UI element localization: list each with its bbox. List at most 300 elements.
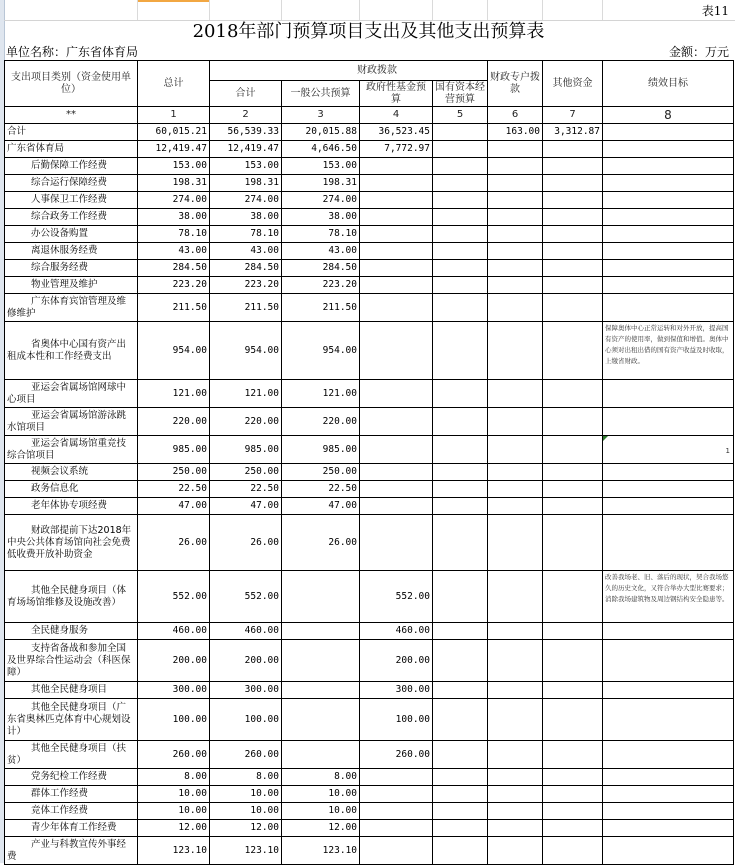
row-name[interactable] xyxy=(5,260,138,277)
cell-special-account[interactable] xyxy=(488,515,543,571)
row-name[interactable] xyxy=(5,408,138,436)
cell-fiscal-subtotal[interactable]: 123.10 xyxy=(210,837,282,865)
row-name[interactable] xyxy=(5,124,138,141)
cell-fiscal-subtotal[interactable]: 211.50 xyxy=(210,294,282,322)
cell-other-funds[interactable] xyxy=(543,786,603,803)
cell-gov-fund[interactable] xyxy=(360,294,433,322)
cell-other-funds[interactable] xyxy=(543,436,603,464)
cell-other-funds[interactable] xyxy=(543,571,603,623)
cell-state-capital[interactable] xyxy=(433,837,488,865)
row-name-text: 支持省备战和参加全国及世界综合性运动会（科医保障） xyxy=(7,642,131,678)
table-row xyxy=(5,682,734,699)
row-name[interactable] xyxy=(5,158,138,175)
cell-fiscal-subtotal[interactable]: 10.00 xyxy=(210,803,282,820)
cell-fiscal-subtotal[interactable]: 26.00 xyxy=(210,515,282,571)
row-name[interactable] xyxy=(5,498,138,515)
cell-performance[interactable] xyxy=(603,243,734,260)
cell-fiscal-subtotal[interactable]: 47.00 xyxy=(210,498,282,515)
cell-gov-fund[interactable] xyxy=(360,515,433,571)
table-row xyxy=(5,640,734,682)
cell-state-capital[interactable] xyxy=(433,803,488,820)
index-cell[interactable]: 2 xyxy=(210,107,282,124)
cell-total[interactable]: 38.00 xyxy=(138,209,210,226)
row-name[interactable] xyxy=(5,515,138,571)
row-name[interactable] xyxy=(5,682,138,699)
cell-general-budget[interactable] xyxy=(282,640,360,682)
cell-performance[interactable] xyxy=(603,436,734,464)
cell-total[interactable]: 274.00 xyxy=(138,192,210,209)
cell-total[interactable]: 211.50 xyxy=(138,294,210,322)
cell-fiscal-subtotal[interactable]: 56,539.33 xyxy=(210,124,282,141)
cell-other-funds[interactable] xyxy=(543,209,603,226)
cell-other-funds[interactable] xyxy=(543,769,603,786)
header-state-capital[interactable]: 国有资本经营预算 xyxy=(433,81,488,107)
cell-general-budget[interactable]: 954.00 xyxy=(282,322,360,380)
cell-total[interactable]: 223.20 xyxy=(138,277,210,294)
cell-fiscal-subtotal[interactable]: 954.00 xyxy=(210,322,282,380)
cell-gov-fund[interactable] xyxy=(360,481,433,498)
header-fiscal-group[interactable]: 财政拨款 xyxy=(210,61,488,81)
header-performance[interactable]: 绩效目标 xyxy=(603,61,734,107)
cell-other-funds[interactable] xyxy=(543,277,603,294)
cell-fiscal-subtotal[interactable]: 8.00 xyxy=(210,769,282,786)
row-name[interactable] xyxy=(5,769,138,786)
cell-total[interactable]: 47.00 xyxy=(138,498,210,515)
cell-gov-fund[interactable] xyxy=(360,243,433,260)
cell-total[interactable]: 78.10 xyxy=(138,226,210,243)
cell-performance[interactable] xyxy=(603,623,734,640)
cell-state-capital[interactable] xyxy=(433,481,488,498)
cell-gov-fund[interactable] xyxy=(360,209,433,226)
cell-other-funds[interactable] xyxy=(543,175,603,192)
cell-other-funds[interactable] xyxy=(543,623,603,640)
cell-state-capital[interactable] xyxy=(433,380,488,408)
cell-state-capital[interactable] xyxy=(433,260,488,277)
cell-special-account[interactable] xyxy=(488,175,543,192)
cell-other-funds[interactable] xyxy=(543,837,603,865)
cell-other-funds[interactable] xyxy=(543,260,603,277)
cell-state-capital[interactable] xyxy=(433,408,488,436)
cell-gov-fund[interactable] xyxy=(360,380,433,408)
cell-gov-fund[interactable] xyxy=(360,408,433,436)
cell-general-budget[interactable]: 22.50 xyxy=(282,481,360,498)
row-name[interactable] xyxy=(5,436,138,464)
cell-fiscal-subtotal[interactable]: 223.20 xyxy=(210,277,282,294)
cell-gov-fund[interactable] xyxy=(360,498,433,515)
row-name[interactable] xyxy=(5,322,138,380)
cell-special-account[interactable] xyxy=(488,226,543,243)
row-name[interactable] xyxy=(5,380,138,408)
cell-performance[interactable] xyxy=(603,192,734,209)
gridline xyxy=(359,0,360,20)
cell-performance[interactable] xyxy=(603,175,734,192)
row-name[interactable] xyxy=(5,741,138,769)
cell-general-budget[interactable] xyxy=(282,682,360,699)
cell-state-capital[interactable] xyxy=(433,436,488,464)
cell-gov-fund[interactable]: 7,772.97 xyxy=(360,141,433,158)
row-name[interactable] xyxy=(5,192,138,209)
cell-total[interactable]: 60,015.21 xyxy=(138,124,210,141)
cell-state-capital[interactable] xyxy=(433,571,488,623)
cell-state-capital[interactable] xyxy=(433,209,488,226)
cell-general-budget[interactable]: 8.00 xyxy=(282,769,360,786)
cell-fiscal-subtotal[interactable]: 985.00 xyxy=(210,436,282,464)
cell-special-account[interactable] xyxy=(488,682,543,699)
cell-general-budget[interactable]: 223.20 xyxy=(282,277,360,294)
cell-performance[interactable] xyxy=(603,209,734,226)
row-name[interactable] xyxy=(5,699,138,741)
cell-special-account[interactable] xyxy=(488,436,543,464)
index-cell[interactable]: 5 xyxy=(433,107,488,124)
cell-fiscal-subtotal[interactable]: 100.00 xyxy=(210,699,282,741)
cell-special-account[interactable] xyxy=(488,769,543,786)
cell-total[interactable]: 12.00 xyxy=(138,820,210,837)
cell-special-account[interactable] xyxy=(488,209,543,226)
cell-special-account[interactable] xyxy=(488,158,543,175)
cell-general-budget[interactable]: 26.00 xyxy=(282,515,360,571)
cell-total[interactable]: 198.31 xyxy=(138,175,210,192)
cell-total[interactable]: 250.00 xyxy=(138,464,210,481)
index-cell[interactable]: 6 xyxy=(488,107,543,124)
cell-state-capital[interactable] xyxy=(433,192,488,209)
cell-general-budget[interactable] xyxy=(282,741,360,769)
cell-total[interactable]: 100.00 xyxy=(138,699,210,741)
cell-special-account[interactable] xyxy=(488,837,543,865)
cell-other-funds[interactable] xyxy=(543,141,603,158)
cell-general-budget[interactable] xyxy=(282,571,360,623)
cell-performance[interactable] xyxy=(603,380,734,408)
cell-state-capital[interactable] xyxy=(433,158,488,175)
cell-other-funds[interactable] xyxy=(543,803,603,820)
cell-special-account[interactable] xyxy=(488,294,543,322)
cell-total[interactable]: 22.50 xyxy=(138,481,210,498)
cell-special-account[interactable] xyxy=(488,277,543,294)
cell-gov-fund[interactable] xyxy=(360,260,433,277)
cell-performance[interactable] xyxy=(603,820,734,837)
cell-total[interactable]: 26.00 xyxy=(138,515,210,571)
cell-state-capital[interactable] xyxy=(433,294,488,322)
cell-state-capital[interactable] xyxy=(433,769,488,786)
cell-other-funds[interactable] xyxy=(543,243,603,260)
cell-fiscal-subtotal[interactable]: 220.00 xyxy=(210,408,282,436)
cell-state-capital[interactable] xyxy=(433,141,488,158)
cell-gov-fund[interactable] xyxy=(360,820,433,837)
cell-total[interactable]: 200.00 xyxy=(138,640,210,682)
cell-performance[interactable] xyxy=(603,408,734,436)
cell-fiscal-subtotal[interactable]: 200.00 xyxy=(210,640,282,682)
cell-special-account[interactable] xyxy=(488,741,543,769)
row-name[interactable] xyxy=(5,640,138,682)
row-name[interactable] xyxy=(5,623,138,640)
cell-state-capital[interactable] xyxy=(433,682,488,699)
cell-special-account[interactable] xyxy=(488,322,543,380)
table-row xyxy=(5,699,734,741)
cell-general-budget[interactable]: 274.00 xyxy=(282,192,360,209)
cell-gov-fund[interactable] xyxy=(360,226,433,243)
cell-special-account[interactable] xyxy=(488,141,543,158)
cell-total[interactable]: 260.00 xyxy=(138,741,210,769)
cell-total[interactable]: 12,419.47 xyxy=(138,141,210,158)
cell-state-capital[interactable] xyxy=(433,623,488,640)
header-category[interactable]: 支出项目类别（资金使用单位） xyxy=(5,61,138,107)
row-name-text: 竞体工作经费 xyxy=(31,805,89,816)
cell-gov-fund[interactable] xyxy=(360,192,433,209)
cell-performance[interactable] xyxy=(603,515,734,571)
cell-gov-fund[interactable]: 100.00 xyxy=(360,699,433,741)
cell-general-budget[interactable]: 38.00 xyxy=(282,209,360,226)
cell-performance[interactable] xyxy=(603,640,734,682)
cell-performance[interactable] xyxy=(603,124,734,141)
cell-performance[interactable]: 保障奥体中心正常运转和对外开放，提高国有资产的使用率，做到保值和增值。奥体中心须对出租出借的国有资产收益及时收取，上缴省财政。 xyxy=(603,322,734,380)
row-name[interactable] xyxy=(5,243,138,260)
cell-general-budget[interactable]: 4,646.50 xyxy=(282,141,360,158)
cell-other-funds[interactable]: 3,312.87 xyxy=(543,124,603,141)
cell-special-account[interactable] xyxy=(488,820,543,837)
cell-total[interactable]: 43.00 xyxy=(138,243,210,260)
cell-general-budget[interactable]: 20,015.88 xyxy=(282,124,360,141)
cell-other-funds[interactable] xyxy=(543,226,603,243)
cell-performance[interactable] xyxy=(603,226,734,243)
cell-fiscal-subtotal[interactable]: 274.00 xyxy=(210,192,282,209)
index-cell[interactable]: 3 xyxy=(282,107,360,124)
cell-total[interactable]: 8.00 xyxy=(138,769,210,786)
cell-gov-fund[interactable]: 200.00 xyxy=(360,640,433,682)
cell-special-account[interactable] xyxy=(488,481,543,498)
cell-performance[interactable] xyxy=(603,294,734,322)
cell-state-capital[interactable] xyxy=(433,322,488,380)
cell-general-budget[interactable]: 211.50 xyxy=(282,294,360,322)
cell-general-budget[interactable]: 250.00 xyxy=(282,464,360,481)
cell-other-funds[interactable] xyxy=(543,408,603,436)
cell-other-funds[interactable] xyxy=(543,682,603,699)
row-name[interactable] xyxy=(5,837,138,865)
cell-performance[interactable] xyxy=(603,837,734,865)
cell-special-account[interactable] xyxy=(488,571,543,623)
cell-total[interactable]: 985.00 xyxy=(138,436,210,464)
cell-total[interactable]: 153.00 xyxy=(138,158,210,175)
row-name[interactable] xyxy=(5,226,138,243)
index-cell[interactable]: ** xyxy=(5,107,138,124)
row-name-text: 后勤保障工作经费 xyxy=(31,160,108,171)
cell-special-account[interactable] xyxy=(488,260,543,277)
cell-general-budget[interactable]: 153.00 xyxy=(282,158,360,175)
cell-performance[interactable] xyxy=(603,769,734,786)
cell-other-funds[interactable] xyxy=(543,481,603,498)
cell-other-funds[interactable] xyxy=(543,515,603,571)
cell-gov-fund[interactable]: 300.00 xyxy=(360,682,433,699)
row-name[interactable] xyxy=(5,141,138,158)
cell-state-capital[interactable] xyxy=(433,515,488,571)
cell-state-capital[interactable] xyxy=(433,741,488,769)
cell-fiscal-subtotal[interactable]: 153.00 xyxy=(210,158,282,175)
cell-performance[interactable] xyxy=(603,277,734,294)
cell-total[interactable]: 552.00 xyxy=(138,571,210,623)
cell-gov-fund[interactable]: 36,523.45 xyxy=(360,124,433,141)
cell-special-account[interactable] xyxy=(488,380,543,408)
cell-special-account[interactable] xyxy=(488,803,543,820)
cell-state-capital[interactable] xyxy=(433,820,488,837)
cell-total[interactable]: 121.00 xyxy=(138,380,210,408)
cell-general-budget[interactable]: 47.00 xyxy=(282,498,360,515)
cell-state-capital[interactable] xyxy=(433,786,488,803)
cell-fiscal-subtotal[interactable]: 552.00 xyxy=(210,571,282,623)
cell-fiscal-subtotal[interactable]: 12,419.47 xyxy=(210,141,282,158)
cell-performance[interactable] xyxy=(603,481,734,498)
cell-other-funds[interactable] xyxy=(543,158,603,175)
cell-gov-fund[interactable] xyxy=(360,322,433,380)
cell-special-account[interactable] xyxy=(488,408,543,436)
cell-gov-fund[interactable]: 260.00 xyxy=(360,741,433,769)
cell-general-budget[interactable] xyxy=(282,699,360,741)
row-name[interactable] xyxy=(5,481,138,498)
cell-general-budget[interactable]: 43.00 xyxy=(282,243,360,260)
index-cell[interactable]: 1 xyxy=(138,107,210,124)
cell-general-budget[interactable]: 220.00 xyxy=(282,408,360,436)
cell-performance[interactable] xyxy=(603,786,734,803)
cell-performance[interactable] xyxy=(603,682,734,699)
cell-performance[interactable] xyxy=(603,260,734,277)
cell-fiscal-subtotal[interactable]: 43.00 xyxy=(210,243,282,260)
cell-other-funds[interactable] xyxy=(543,498,603,515)
header-fiscal-subtotal[interactable]: 合计 xyxy=(210,81,282,107)
cell-performance[interactable] xyxy=(603,741,734,769)
cell-state-capital[interactable] xyxy=(433,699,488,741)
cell-performance[interactable] xyxy=(603,699,734,741)
cell-fiscal-subtotal[interactable]: 250.00 xyxy=(210,464,282,481)
cell-special-account[interactable] xyxy=(488,192,543,209)
cell-fiscal-subtotal[interactable]: 10.00 xyxy=(210,786,282,803)
cell-other-funds[interactable] xyxy=(543,380,603,408)
cell-special-account[interactable] xyxy=(488,623,543,640)
row-name[interactable] xyxy=(5,294,138,322)
cell-performance[interactable] xyxy=(603,158,734,175)
cell-special-account[interactable] xyxy=(488,699,543,741)
cell-gov-fund[interactable] xyxy=(360,803,433,820)
cell-other-funds[interactable] xyxy=(543,741,603,769)
cell-total[interactable]: 123.10 xyxy=(138,837,210,865)
row-name[interactable] xyxy=(5,820,138,837)
cell-gov-fund[interactable] xyxy=(360,837,433,865)
cell-performance[interactable] xyxy=(603,141,734,158)
cell-general-budget[interactable]: 78.10 xyxy=(282,226,360,243)
cell-other-funds[interactable] xyxy=(543,322,603,380)
row-name[interactable] xyxy=(5,803,138,820)
cell-performance[interactable] xyxy=(603,498,734,515)
row-name[interactable] xyxy=(5,277,138,294)
row-name-text: 综合服务经费 xyxy=(31,262,89,273)
cell-general-budget[interactable]: 198.31 xyxy=(282,175,360,192)
cell-fiscal-subtotal[interactable]: 78.10 xyxy=(210,226,282,243)
cell-general-budget[interactable]: 121.00 xyxy=(282,380,360,408)
row-name[interactable] xyxy=(5,464,138,481)
cell-total[interactable]: 284.50 xyxy=(138,260,210,277)
cell-gov-fund[interactable] xyxy=(360,175,433,192)
cell-special-account[interactable]: 163.00 xyxy=(488,124,543,141)
cell-total[interactable]: 300.00 xyxy=(138,682,210,699)
cell-special-account[interactable] xyxy=(488,498,543,515)
cell-other-funds[interactable] xyxy=(543,192,603,209)
cell-state-capital[interactable] xyxy=(433,640,488,682)
index-cell[interactable]: 8 xyxy=(603,107,734,124)
cell-other-funds[interactable] xyxy=(543,294,603,322)
cell-total[interactable]: 460.00 xyxy=(138,623,210,640)
cell-fiscal-subtotal[interactable]: 121.00 xyxy=(210,380,282,408)
cell-state-capital[interactable] xyxy=(433,277,488,294)
cell-other-funds[interactable] xyxy=(543,699,603,741)
header-general-budget[interactable]: 一般公共预算 xyxy=(282,81,360,107)
cell-fiscal-subtotal[interactable]: 260.00 xyxy=(210,741,282,769)
cell-fiscal-subtotal[interactable]: 22.50 xyxy=(210,481,282,498)
header-total[interactable]: 总计 xyxy=(138,61,210,107)
row-name[interactable] xyxy=(5,209,138,226)
cell-gov-fund[interactable] xyxy=(360,769,433,786)
cell-gov-fund[interactable]: 460.00 xyxy=(360,623,433,640)
table-row xyxy=(5,192,734,209)
cell-gov-fund[interactable] xyxy=(360,786,433,803)
cell-gov-fund[interactable] xyxy=(360,158,433,175)
row-name[interactable] xyxy=(5,175,138,192)
row-name[interactable] xyxy=(5,571,138,623)
cell-total[interactable]: 954.00 xyxy=(138,322,210,380)
cell-general-budget[interactable]: 10.00 xyxy=(282,803,360,820)
cell-fiscal-subtotal[interactable]: 460.00 xyxy=(210,623,282,640)
cell-gov-fund[interactable] xyxy=(360,436,433,464)
cell-general-budget[interactable]: 10.00 xyxy=(282,786,360,803)
cell-performance[interactable] xyxy=(603,464,734,481)
row-name-text: 党务纪检工作经费 xyxy=(31,771,108,782)
cell-general-budget[interactable]: 123.10 xyxy=(282,837,360,865)
cell-special-account[interactable] xyxy=(488,640,543,682)
cell-other-funds[interactable] xyxy=(543,640,603,682)
cell-performance[interactable]: 改善我场老、旧、落后的现状，契合我场悠久的历史文化，又符合举办大型比赛要求；消除我场建筑物及周边钢结构安全隐患等。 xyxy=(603,571,734,623)
cell-gov-fund[interactable]: 552.00 xyxy=(360,571,433,623)
cell-state-capital[interactable] xyxy=(433,226,488,243)
cell-state-capital[interactable] xyxy=(433,175,488,192)
row-name[interactable] xyxy=(5,786,138,803)
cell-special-account[interactable] xyxy=(488,786,543,803)
cell-fiscal-subtotal[interactable]: 300.00 xyxy=(210,682,282,699)
cell-fiscal-subtotal[interactable]: 198.31 xyxy=(210,175,282,192)
cell-total[interactable]: 10.00 xyxy=(138,786,210,803)
row-name-text: 其他全民健身项目（体育场场馆维修及设施改善） xyxy=(7,584,127,608)
index-cell[interactable]: 4 xyxy=(360,107,433,124)
header-gov-fund[interactable]: 政府性基金预算 xyxy=(360,81,433,107)
cell-state-capital[interactable] xyxy=(433,464,488,481)
cell-gov-fund[interactable] xyxy=(360,277,433,294)
cell-special-account[interactable] xyxy=(488,243,543,260)
cell-total[interactable]: 10.00 xyxy=(138,803,210,820)
cell-state-capital[interactable] xyxy=(433,498,488,515)
cell-total[interactable]: 220.00 xyxy=(138,408,210,436)
cell-other-funds[interactable] xyxy=(543,820,603,837)
header-special-account[interactable]: 财政专户拨款 xyxy=(488,61,543,107)
cell-special-account[interactable] xyxy=(488,464,543,481)
index-cell[interactable]: 7 xyxy=(543,107,603,124)
cell-state-capital[interactable] xyxy=(433,124,488,141)
cell-fiscal-subtotal[interactable]: 284.50 xyxy=(210,260,282,277)
cell-other-funds[interactable] xyxy=(543,464,603,481)
cell-performance[interactable] xyxy=(603,803,734,820)
header-other-funds[interactable]: 其他资金 xyxy=(543,61,603,107)
cell-general-budget[interactable]: 12.00 xyxy=(282,820,360,837)
cell-general-budget[interactable] xyxy=(282,623,360,640)
cell-general-budget[interactable]: 284.50 xyxy=(282,260,360,277)
cell-general-budget[interactable]: 985.00 xyxy=(282,436,360,464)
cell-fiscal-subtotal[interactable]: 38.00 xyxy=(210,209,282,226)
cell-fiscal-subtotal[interactable]: 12.00 xyxy=(210,820,282,837)
cell-state-capital[interactable] xyxy=(433,243,488,260)
cell-gov-fund[interactable] xyxy=(360,464,433,481)
